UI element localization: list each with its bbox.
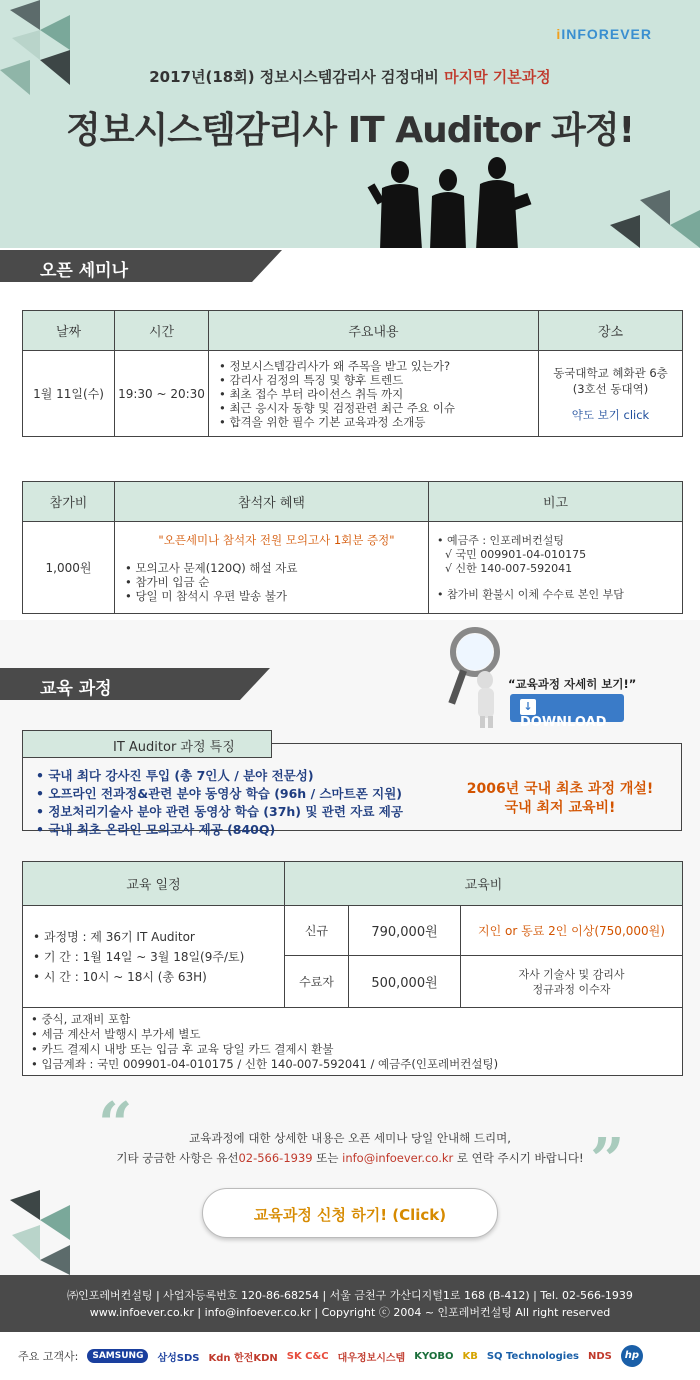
col-time: 시간: [115, 311, 209, 351]
col-content: 주요내용: [209, 311, 539, 351]
feature-list: [36, 767, 403, 839]
section-header-seminar: 오픈 세미나: [0, 250, 252, 282]
hero-banner: [0, 0, 700, 248]
new-fee: 790,000원: [349, 906, 461, 956]
seminar-time: 19:30 ~ 20:30: [115, 351, 209, 437]
place-subway: (3호선 동대역): [572, 381, 649, 396]
note-account-1: √ 국민 009901-04-010175: [445, 547, 587, 561]
course-hours: • 시 간 : 10시 ~ 18시 (총 63H): [33, 969, 207, 984]
course-notes: • 중식, 교재비 포함 • 세금 계산서 발행시 부가세 별도 • 카드 결제시 내방 또는 입금 후 교육 당일 카드 결제시 환불 • 입금계좌 : 국민 009901-04-010175 / 신한 140-007-592041 / 예금주(인포레버컨설팅): [31, 1012, 682, 1072]
feature-highlight: 2006년 국내 최초 과정 개설! 국내 최저 교육비!: [466, 781, 654, 816]
col-benefit: 참석자 혜택: [115, 482, 429, 522]
footer-company-info: ㈜인포레버컨설팅 | 사업자등록번호 120-86-68254 | 서울 금천구 가산디지털1로 168 (B-412) | Tel. 02-566-1939: [67, 1289, 633, 1302]
samsung-logo: SAMSUNG: [87, 1349, 148, 1363]
apply-button[interactable]: 교육과정 신청 하기! (Click): [202, 1188, 498, 1238]
benefit-list: • 모의고사 문제(120Q) 해설 자료 • 참가비 입금 순 • 당일 미 참석시 우편 발송 불가: [125, 561, 428, 603]
footer-copyright: www.infoever.co.kr | info@infoever.co.kr | Copyright ⓒ 2004 ~ 인포레버컨설팅 All right reserved: [89, 1306, 611, 1319]
kyobo-logo: KYOBO: [414, 1350, 454, 1362]
note-account-2: √ 신한 140-007-592041: [445, 561, 573, 575]
course-detail-text: “교육과정 자세히 보기!”: [508, 677, 637, 691]
samsung-sds-logo: 삼성SDS: [157, 1352, 200, 1364]
map-link[interactable]: 약도 보기 click: [571, 407, 650, 422]
new-label: 신규: [285, 906, 349, 956]
col-fee: 참가비: [23, 482, 115, 522]
course-period: • 기 간 : 1월 14일 ~ 3월 18일(9주/토): [33, 949, 245, 964]
nds-logo: NDS: [587, 1350, 612, 1362]
seminar-table: [22, 310, 683, 437]
download-icon: ↓: [520, 699, 536, 715]
hp-logo: hp: [621, 1345, 643, 1367]
decorative-triangles-bottom: [0, 1190, 80, 1275]
place-name: 동국대학교 혜화관 6층: [553, 365, 668, 380]
download-button[interactable]: ↓DOWNLOAD: [510, 694, 624, 722]
seminar-fee: 1,000원: [23, 522, 115, 614]
alumni-note-1: 자사 기술사 및 감리사: [518, 967, 625, 981]
sq-technologies-logo: SQ Technologies: [486, 1350, 579, 1362]
clients-label: 주요 고객사:: [18, 1350, 79, 1363]
footer: [0, 1275, 700, 1332]
seminar-contents: • 정보시스템감리사가 왜 주목을 받고 있는가? • 감리사 검정의 특징 및 향후 트렌드 • 최초 접수 부터 라이선스 취득 까지 • 최근 응시자 동향 및 검정관련 최근 주요 이슈 • 합격을 위한 필수 기본 교육과정 소개등: [219, 359, 538, 429]
kb-logo: KB: [462, 1350, 478, 1362]
note-refund: • 참가비 환불시 이체 수수료 본인 부담: [437, 587, 624, 601]
magnifier-person-icon: [440, 622, 510, 730]
contact-email[interactable]: info@infoever.co.kr: [342, 1151, 454, 1165]
col-note: 비고: [429, 482, 683, 522]
close-quote-icon: ”: [590, 1126, 625, 1196]
course-name: • 과정명 : 제 36기 IT Auditor: [33, 929, 195, 944]
note-account-title: • 예금주 : 인포레버컨설팅: [437, 533, 564, 547]
col-schedule: 교육 일정: [23, 862, 285, 906]
feature-item: • 국내 최다 강사진 투입 (총 7인人 / 분야 전문성): [36, 767, 403, 785]
col-place: 장소: [539, 311, 683, 351]
col-tuition: 교육비: [285, 862, 683, 906]
alumni-note-2: 정규과정 이수자: [532, 982, 611, 996]
new-discount: 지인 or 동료 2인 이상(750,000원): [461, 906, 683, 956]
page-title: 정보시스템감리사 IT Auditor 과정!: [65, 110, 635, 151]
feature-title: IT Auditor 과정 특징: [22, 730, 272, 758]
section-header-course: 교육 과정: [0, 668, 240, 700]
schedule-table: [22, 861, 683, 1076]
alumni-fee: 500,000원: [349, 956, 461, 1008]
client-logos: [0, 1332, 700, 1380]
contact-phone: 02-566-1939: [238, 1151, 313, 1165]
contact-text: 교육과정에 대한 상세한 내용은 오픈 세미나 당일 안내해 드리며, 기타 궁금한 사항은 유선02-566-1939 또는 info@infoever.co.kr 로 연락 주시기 바랍니다!: [116, 1131, 584, 1165]
feature-item: • 오프라인 전과정&관련 분야 동영상 학습 (96h / 스마트폰 지원): [36, 785, 403, 803]
feature-item: • 정보처리기술사 분야 관련 동영상 학습 (37h) 및 관련 자료 제공: [36, 803, 403, 821]
daewoo-logo: 대우정보시스템: [337, 1352, 406, 1364]
col-date: 날짜: [23, 311, 115, 351]
kdn-logo: Kdn 한전KDN: [208, 1352, 278, 1364]
benefit-highlight: "오픈세미나 참석자 전원 모의고사 1회분 증정": [158, 532, 395, 547]
seminar-date: 1월 11일(수): [23, 351, 115, 437]
feature-item: • 국내 최초 온라인 모의고사 제공 (840Q): [36, 821, 403, 839]
fee-table: [22, 481, 683, 614]
open-quote-icon: “: [98, 1090, 133, 1160]
alumni-label: 수료자: [285, 956, 349, 1008]
inforever-logo: iINFOREVER: [556, 26, 652, 42]
course-subtitle: 2017년(18회) 정보시스템감리사 검정대비 마지막 기본과정: [149, 68, 551, 86]
sk-cc-logo: SK C&C: [286, 1350, 329, 1362]
